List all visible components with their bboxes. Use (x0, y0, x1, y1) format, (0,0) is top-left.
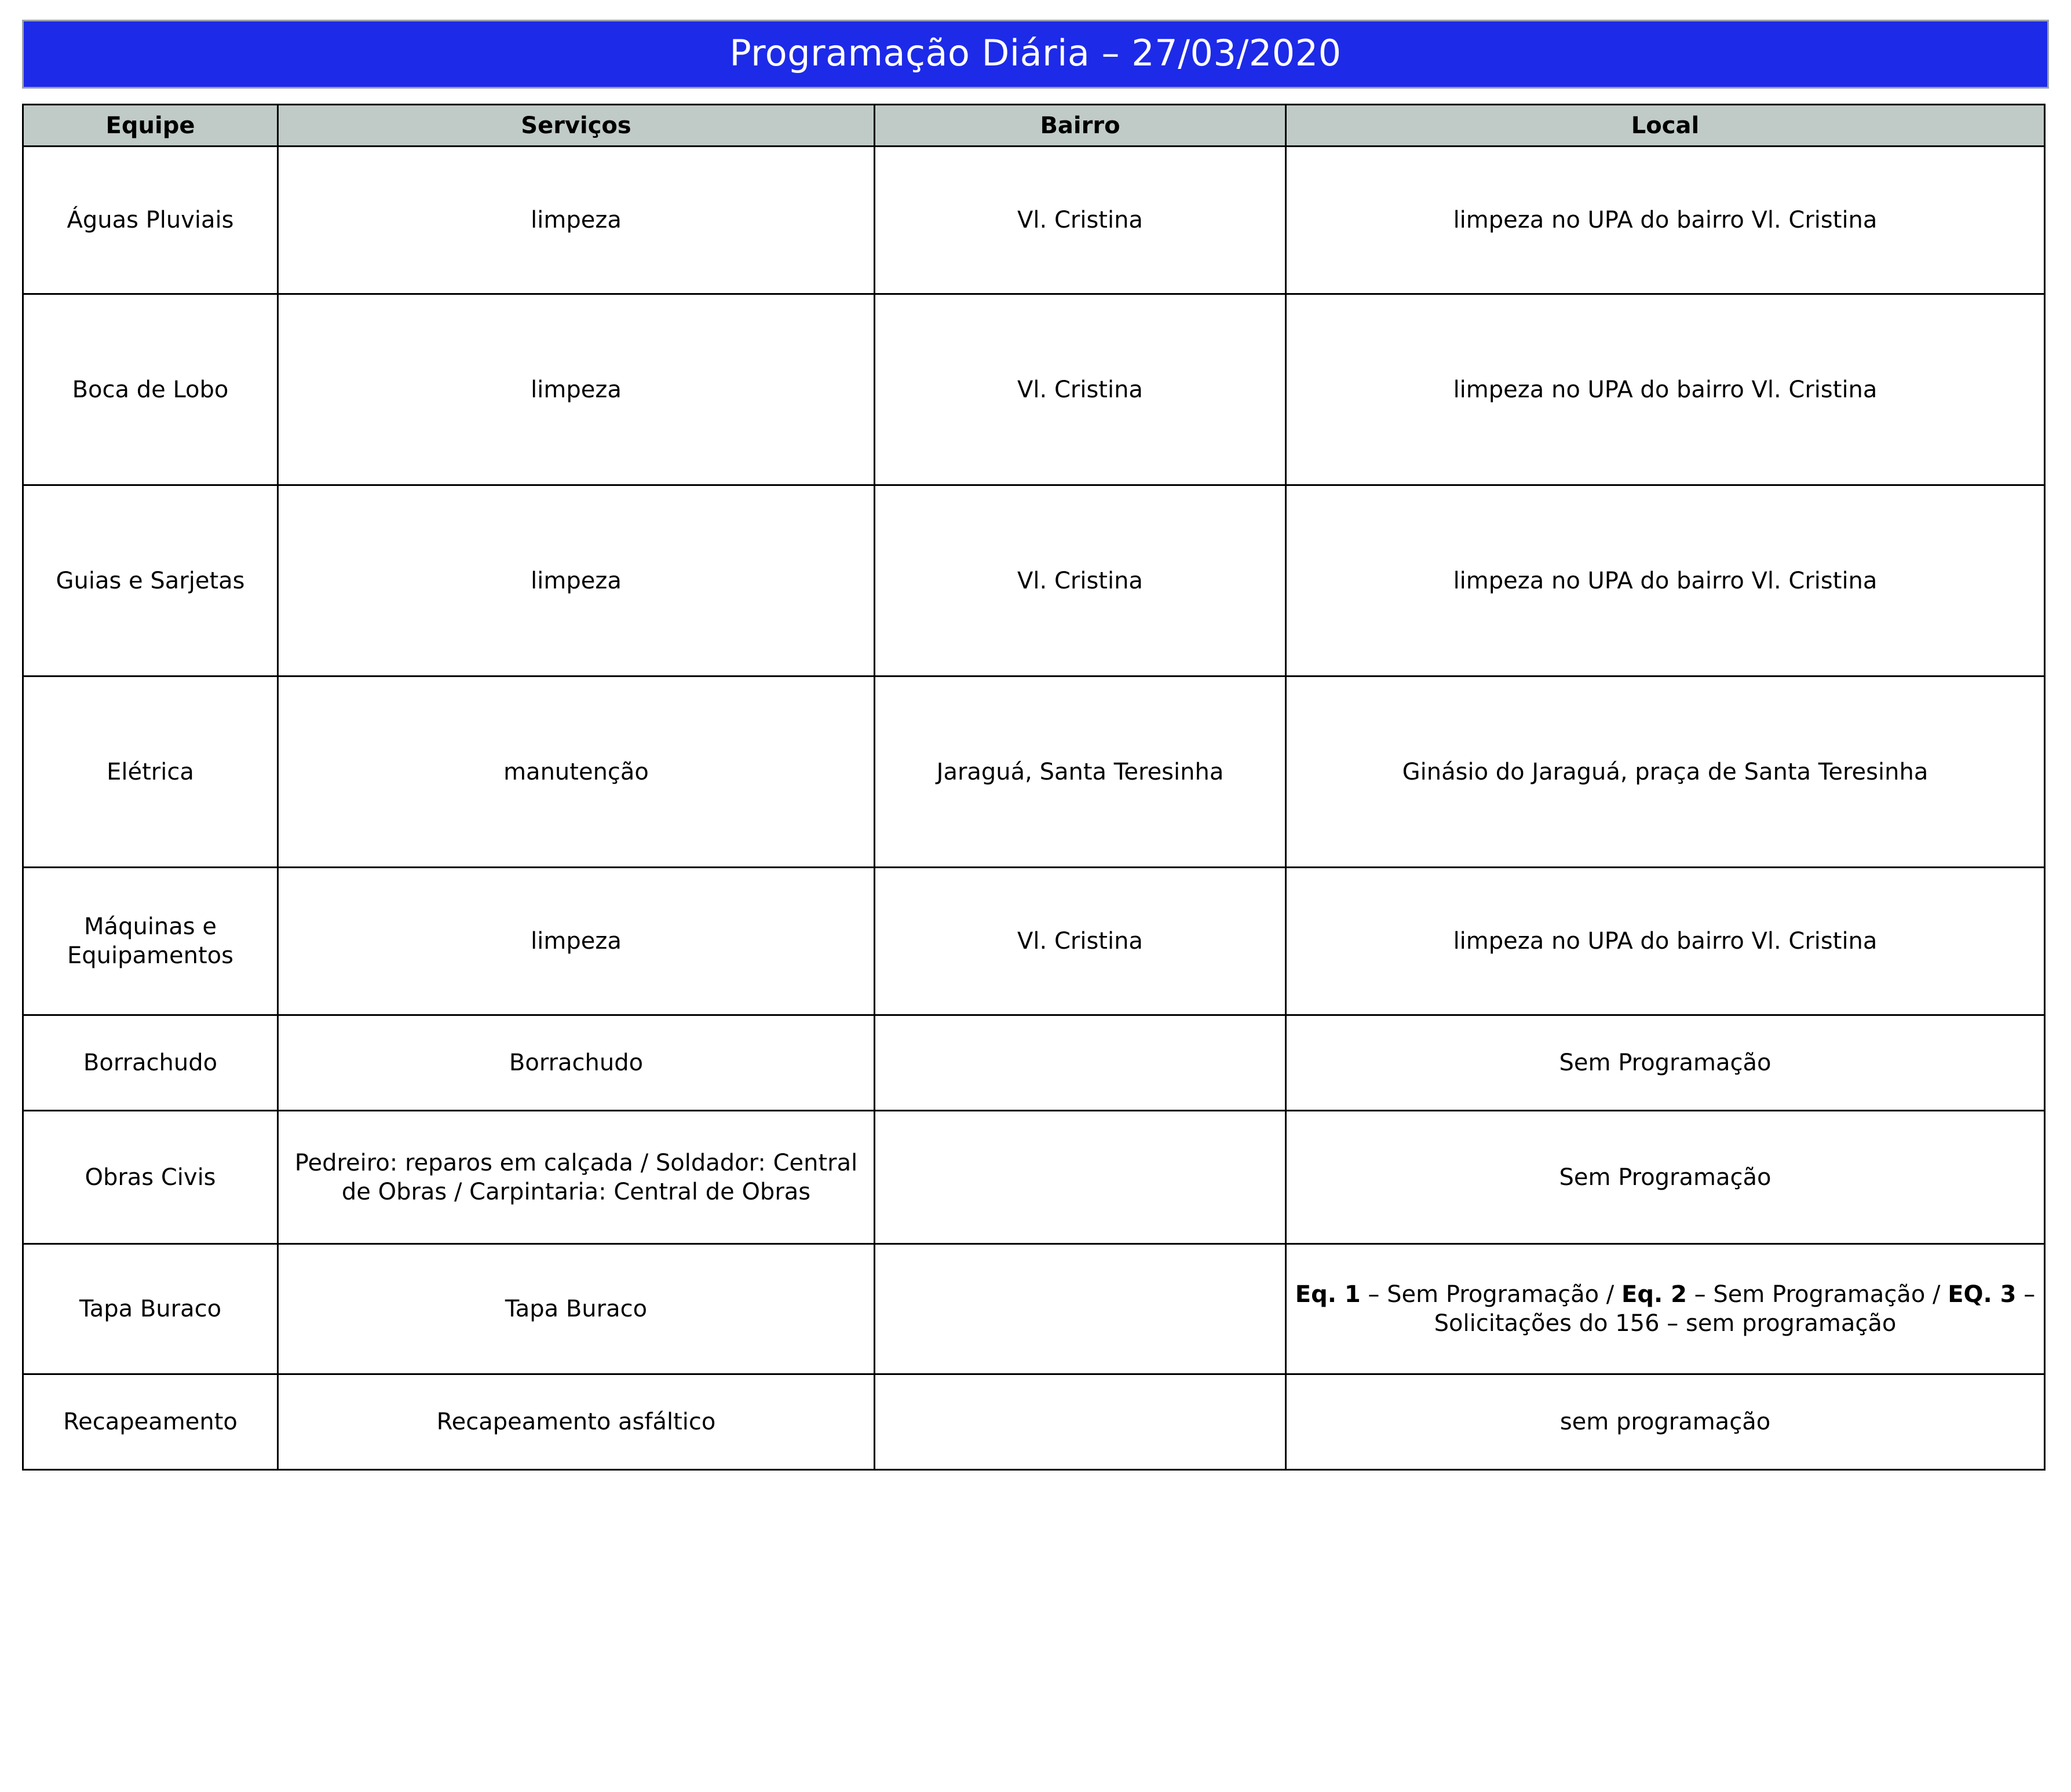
cell-local: limpeza no UPA do bairro Vl. Cristina (1286, 485, 2045, 676)
cell-local: Ginásio do Jaraguá, praça de Santa Teresinha (1286, 676, 2045, 868)
cell-servicos: Recapeamento asfáltico (278, 1374, 875, 1470)
cell-servicos: limpeza (278, 294, 875, 485)
cell-bairro (875, 1244, 1286, 1374)
table-row (23, 868, 2045, 1015)
column-header-servicos: Serviços (278, 105, 875, 147)
column-header-equipe: Equipe (23, 105, 278, 147)
cell-equipe: Máquinas e Equipamentos (23, 868, 278, 1015)
cell-local: limpeza no UPA do bairro Vl. Cristina (1286, 868, 2045, 1015)
cell-servicos: limpeza (278, 485, 875, 676)
cell-equipe: Boca de Lobo (23, 294, 278, 485)
table-row (23, 676, 2045, 868)
table-header (23, 105, 2045, 147)
table-row (23, 1111, 2045, 1244)
cell-local-eq2-label: Eq. 2 (1621, 1281, 1687, 1308)
cell-bairro: Vl. Cristina (875, 294, 1286, 485)
cell-local: limpeza no UPA do bairro Vl. Cristina (1286, 147, 2045, 294)
table-row (23, 485, 2045, 676)
table-row (23, 294, 2045, 485)
cell-local: Sem Programação (1286, 1015, 2045, 1111)
cell-bairro: Vl. Cristina (875, 485, 1286, 676)
cell-local (1286, 1244, 2045, 1374)
cell-bairro: Vl. Cristina (875, 868, 1286, 1015)
cell-local-eq3-text: – Solicitações do 156 – sem programação (1434, 1281, 2036, 1337)
table-row (23, 147, 2045, 294)
cell-servicos: Borrachudo (278, 1015, 875, 1111)
cell-local-eq1-text: – Sem Programação / (1360, 1281, 1621, 1308)
cell-local: limpeza no UPA do bairro Vl. Cristina (1286, 294, 2045, 485)
daily-schedule-table (22, 104, 2046, 1471)
cell-servicos: Tapa Buraco (278, 1244, 875, 1374)
cell-bairro: Vl. Cristina (875, 147, 1286, 294)
cell-bairro: Jaraguá, Santa Teresinha (875, 676, 1286, 868)
page-title: Programação Diária – 27/03/2020 (22, 20, 2049, 89)
cell-servicos: manutenção (278, 676, 875, 868)
table-body (23, 147, 2045, 1470)
cell-equipe: Guias e Sarjetas (23, 485, 278, 676)
cell-local: sem programação (1286, 1374, 2045, 1470)
table-row (23, 1015, 2045, 1111)
cell-servicos: limpeza (278, 147, 875, 294)
table-row (23, 1374, 2045, 1470)
table-row (23, 1244, 2045, 1374)
cell-equipe: Recapeamento (23, 1374, 278, 1470)
cell-local-eq3-label: EQ. 3 (1948, 1281, 2017, 1308)
cell-equipe: Águas Pluviais (23, 147, 278, 294)
cell-bairro (875, 1374, 1286, 1470)
cell-local-eq1-label: Eq. 1 (1295, 1281, 1361, 1308)
cell-bairro (875, 1015, 1286, 1111)
cell-equipe: Elétrica (23, 676, 278, 868)
cell-equipe: Obras Civis (23, 1111, 278, 1244)
cell-equipe: Borrachudo (23, 1015, 278, 1111)
cell-local: Sem Programação (1286, 1111, 2045, 1244)
cell-equipe: Tapa Buraco (23, 1244, 278, 1374)
cell-servicos: limpeza (278, 868, 875, 1015)
cell-servicos: Pedreiro: reparos em calçada / Soldador: Central de Obras / Carpintaria: Central de Obras (278, 1111, 875, 1244)
column-header-bairro: Bairro (875, 105, 1286, 147)
table-header-row (23, 105, 2045, 147)
cell-bairro (875, 1111, 1286, 1244)
cell-local-eq2-text: – Sem Programação / (1686, 1281, 1948, 1308)
column-header-local: Local (1286, 105, 2045, 147)
